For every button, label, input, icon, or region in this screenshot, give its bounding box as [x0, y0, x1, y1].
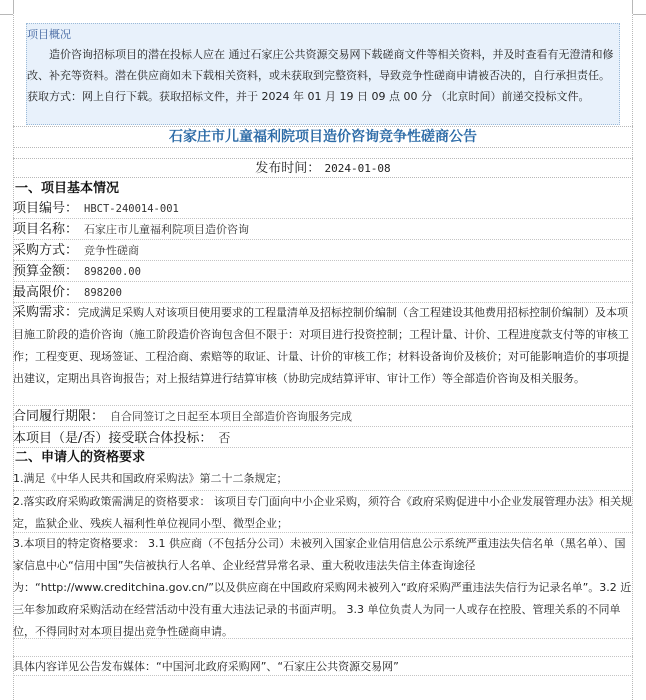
- overview-title: 项目概况: [27, 28, 71, 41]
- field-value: 石家庄市儿童福利院项目造价咨询: [84, 223, 250, 236]
- section2-heading: 二、申请人的资格要求: [15, 450, 146, 465]
- field-label: 预算金额：: [13, 264, 79, 279]
- needs-label: 采购需求：: [13, 305, 79, 320]
- publish-date: 2024-01-08: [324, 162, 391, 175]
- field-row: [13, 283, 633, 303]
- field-label: 采购方式：: [13, 243, 79, 258]
- field-value: 898200.00: [84, 266, 141, 278]
- field-row: [13, 199, 633, 219]
- field-row: [13, 241, 633, 261]
- contract-value: 自合同签订之日起至本项目全部造价咨询服务完成: [110, 410, 353, 423]
- joint-bid-row: [13, 428, 633, 448]
- field-value: HBCT-240014-001: [84, 203, 179, 215]
- field-label: 项目名称：: [13, 222, 79, 237]
- contract-label: 合同履行期限：: [13, 409, 105, 424]
- field-row: [13, 262, 633, 282]
- field-row: [13, 220, 633, 240]
- publish-time: [13, 158, 633, 178]
- footer-media-note: 具体内容详见公告发布媒体：“中国河北政府采购网”、“石家庄公共资源交易网”: [13, 656, 633, 676]
- field-value: 898200: [84, 287, 122, 299]
- contract-period-row: [13, 407, 633, 427]
- overview-text: 造价咨询招标项目的潜在投标人应在 通过石家庄公共资源交易网下载磋商文件等相关资料，并及时查看有无澄清和修改、补充等资料。潜在供应商如未下载相关资料，或未获取到完整资料，导致竞争性磋商申请被否决的，自行承担责任。获取方式：网上自行下载。获取招标文件，并于 2024 年 01 月 19 日 09 点 00 分 （北京时间）前递交投标文件。: [27, 48, 614, 103]
- field-value: 竞争性磋商: [84, 244, 140, 257]
- requirement-2: 2.落实政府采购政策需满足的资格要求： 该项目专门面向中小企业采购，须符合《政府采购促进中小企业发展管理办法》相关规定，监狱企业、残疾人福利性单位视同小型、微型企业；: [13, 491, 633, 533]
- project-overview-box: [26, 23, 620, 125]
- crop-mark: [0, 14, 13, 15]
- procurement-needs: [13, 302, 633, 406]
- requirement-3: 3.本项目的特定资格要求： 3.1 供应商（不包括分公司）未被列入国家企业信用信息公示系统严重违法失信名单（黑名单）、国家信息中心“信用中国”失信被执行人名单、企业经营异常名录、重大税收违法失信主体查询途径为：“http://www.creditchina.gov.cn/”以及供应商在中国政府采购网未被列入“政府采购严重违法失信行为记录名单”。3.2 近三年参加政府采购活动在经营活动中没有重大违法记录的书面声明。 3.3 单位负责人为同一人或存在控股、管理关系的不同单位，不得同时对本项目提出竞争性磋商申请。: [13, 533, 633, 639]
- announcement-title: 石家庄市儿童福利院项目造价咨询竞争性磋商公告: [13, 126, 633, 148]
- joint-label: 本项目（是/否）接受联合体投标：: [13, 431, 213, 446]
- field-label: 最高限价：: [13, 285, 79, 300]
- crop-mark: [633, 14, 646, 15]
- needs-text: 完成满足采购人对该项目使用要求的工程量清单及招标控制价编制（含工程建设其他费用招标控制价编制）及本项目施工阶段的造价咨询（施工阶段造价咨询包含但不限于：对项目进行投资控制；工程计量、计价、工程进度款支付等的审核工作；工程变更、现场签证、工程洽商、索赔等的取证、计量、计价的审核工作；材料设备询价及核价；对可能影响造价的事项提出建议，定期出具咨询报告；对上报结算进行结算审核（协助完成结算评审、审计工作）等全部造价咨询及相关服务。: [13, 306, 629, 385]
- section1-heading: 一、项目基本情况: [15, 181, 120, 196]
- field-label: 项目编号：: [13, 201, 79, 216]
- joint-value: 否: [218, 431, 231, 445]
- publish-label: 发布时间：: [255, 161, 321, 176]
- requirement-1: 1.满足《中华人民共和国政府采购法》第二十二条规定；: [13, 468, 633, 491]
